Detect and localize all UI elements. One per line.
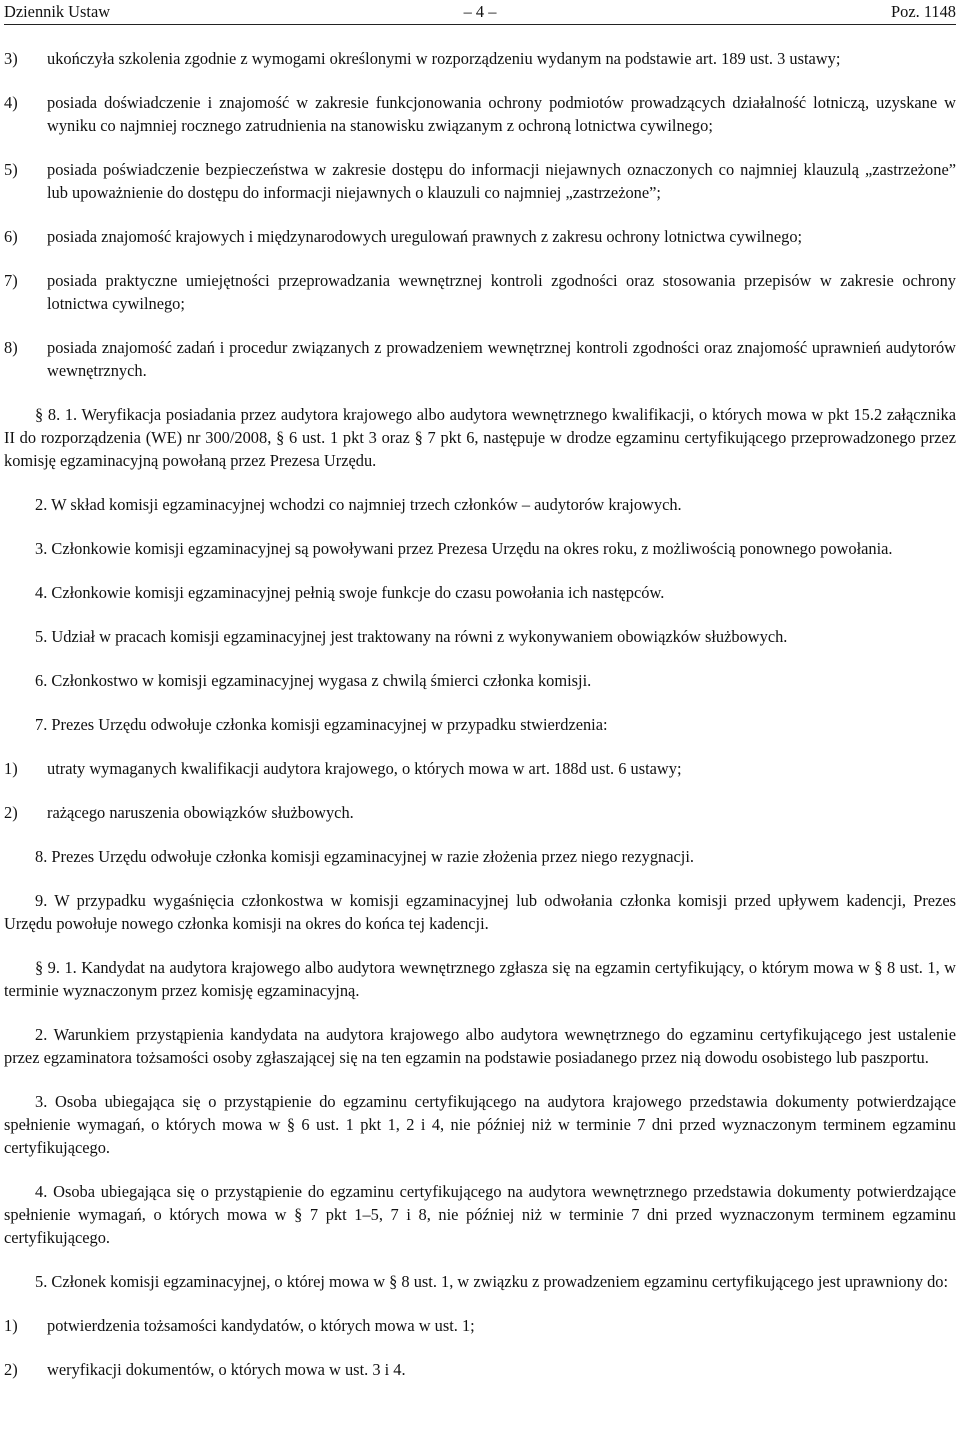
list-item [4, 158, 956, 204]
paragraph: 2. Warunkiem przystąpienia kandydata na audytora krajowego albo audytora wewnętrznego do egzaminu certyfikującego jest ustalenie przez egzaminatora tożsamości osoby zgłaszającej się na ten egzamin na podstawie posiadanego przez nią dowodu osobistego lub paszportu. [4, 1025, 956, 1067]
paragraph: 5. Członek komisji egzaminacyjnej, o której mowa w § 8 ust. 1, w związku z prowadzeniem egzaminu certyfikującego jest uprawniony do: [35, 1272, 949, 1291]
list-item [4, 757, 956, 780]
list-item [4, 91, 956, 137]
position-number: Poz. 1148 [891, 2, 956, 21]
list-item-number: 4) [4, 93, 18, 112]
list-item [4, 225, 956, 248]
list-item-number: 2) [4, 1360, 18, 1379]
journal-title: Dziennik Ustaw [4, 2, 111, 21]
section-8 [4, 403, 956, 935]
list-item [4, 269, 956, 315]
paragraph: § 8. 1. Weryfikacja posiadania przez audytora krajowego albo audytora wewnętrznego kwalifikacji, o których mowa w pkt 15.2 załącznika II do rozporządzenia (WE) nr 300/2008, § 6 ust. 1 pkt 3 oraz § 7 pkt 6, następuje w drodze egzaminu certyfikującego przeprowadzonego przez komisję egzaminacyjną powołaną przez Prezesa Urzędu. [4, 405, 956, 470]
list-item-text: posiada poświadczenie bezpieczeństwa w zakresie dostępu do informacji niejawnych oznaczonych co najmniej klauzulą „zastrzeżone” lub upoważnienie do dostępu do informacji niejawnych o klauzuli co najmniej „zastrzeżone”; [47, 160, 956, 202]
paragraph: 5. Udział w pracach komisji egzaminacyjnej jest traktowany na równi z wykonywaniem obowiązków służbowych. [35, 627, 788, 646]
list-item-number: 1) [4, 759, 18, 778]
section-9 [4, 956, 956, 1381]
paragraph: 2. W skład komisji egzaminacyjnej wchodzi co najmniej trzech członków – audytorów krajowych. [35, 495, 682, 514]
list-item-text: posiada praktyczne umiejętności przeprowadzania wewnętrznej kontroli zgodności oraz stosowania przepisów w zakresie ochrony lotnictwa cywilnego; [47, 271, 956, 313]
paragraph: 3. Osoba ubiegająca się o przystąpienie do egzaminu certyfikującego na audytora krajowego przedstawia dokumenty potwierdzające spełnienie wymagań, o których mowa w § 6 ust. 1 pkt 1, 2 i 4, nie później niż w terminie 7 dni przed wyznaczonym terminem egzaminu certyfikującego. [4, 1092, 956, 1157]
list-item [4, 801, 956, 824]
list-item-number: 3) [4, 49, 18, 68]
list-item-text: utraty wymaganych kwalifikacji audytora krajowego, o których mowa w art. 188d ust. 6 ustawy; [47, 759, 682, 778]
paragraph: 4. Osoba ubiegająca się o przystąpienie do egzaminu certyfikującego na audytora wewnętrznego przedstawia dokumenty potwierdzające spełnienie wymagań, o których mowa w § 7 pkt 1–5, 7 i 8, nie później niż w terminie 7 dni przed wyznaczonym terminem egzaminu certyfikującego. [4, 1182, 956, 1247]
list-item-number: 5) [4, 160, 18, 179]
list-item-text: rażącego naruszenia obowiązków służbowych. [47, 803, 354, 822]
paragraph: § 9. 1. Kandydat na audytora krajowego albo audytora wewnętrznego zgłasza się na egzamin certyfikujący, o którym mowa w § 8 ust. 1, w terminie wyznaczonym przez komisję egzaminacyjną. [4, 958, 956, 1000]
list-item-text: posiada doświadczenie i znajomość w zakresie funkcjonowania ochrony podmiotów prowadzących działalność lotniczą, uzyskane w wyniku co najmniej rocznego zatrudnienia na stanowisku związanym z ochroną lotnictwa cywilnego; [47, 93, 956, 135]
paragraph: 9. W przypadku wygaśnięcia członkostwa w komisji egzaminacyjnej lub odwołania członka komisji przed upływem kadencji, Prezes Urzędu powołuje nowego członka komisji na okres do końca tej kadencji. [4, 891, 956, 933]
paragraph: 3. Członkowie komisji egzaminacyjnej są powoływani przez Prezesa Urzędu na okres roku, z możliwością ponownego powołania. [35, 539, 893, 558]
paragraph: 4. Członkowie komisji egzaminacyjnej pełnią swoje funkcje do czasu powołania ich następców. [35, 583, 665, 602]
page-number: – 4 – [463, 2, 497, 21]
list-a [4, 47, 956, 382]
list-item-number: 8) [4, 338, 18, 357]
list-item-text: posiada znajomość zadań i procedur związanych z prowadzeniem wewnętrznej kontroli zgodności oraz znajomość uprawnień audytorów wewnętrznych. [47, 338, 956, 380]
paragraph: 8. Prezes Urzędu odwołuje członka komisji egzaminacyjnej w razie złożenia przez niego rezygnacji. [35, 847, 694, 866]
list-item-text: weryfikacji dokumentów, o których mowa w ust. 3 i 4. [47, 1360, 406, 1379]
list-item-number: 7) [4, 271, 18, 290]
list-item [4, 47, 956, 70]
list-item [4, 336, 956, 382]
list-item-text: posiada znajomość krajowych i międzynarodowych uregulowań prawnych z zakresu ochrony lotnictwa cywilnego; [47, 227, 803, 246]
list-item [4, 1358, 956, 1381]
list-item-text: ukończyła szkolenia zgodnie z wymogami określonymi w rozporządzeniu wydanym na podstawie art. 189 ust. 3 ustawy; [47, 49, 841, 68]
list-item-number: 6) [4, 227, 18, 246]
paragraph: 6. Członkostwo w komisji egzaminacyjnej wygasa z chwilą śmierci członka komisji. [35, 671, 592, 690]
list-item-number: 2) [4, 803, 18, 822]
list-item-number: 1) [4, 1316, 18, 1335]
paragraph: 7. Prezes Urzędu odwołuje członka komisji egzaminacyjnej w przypadku stwierdzenia: [35, 715, 608, 734]
list-item [4, 1314, 956, 1337]
list-item-text: potwierdzenia tożsamości kandydatów, o których mowa w ust. 1; [47, 1316, 475, 1335]
running-header [4, 0, 956, 25]
